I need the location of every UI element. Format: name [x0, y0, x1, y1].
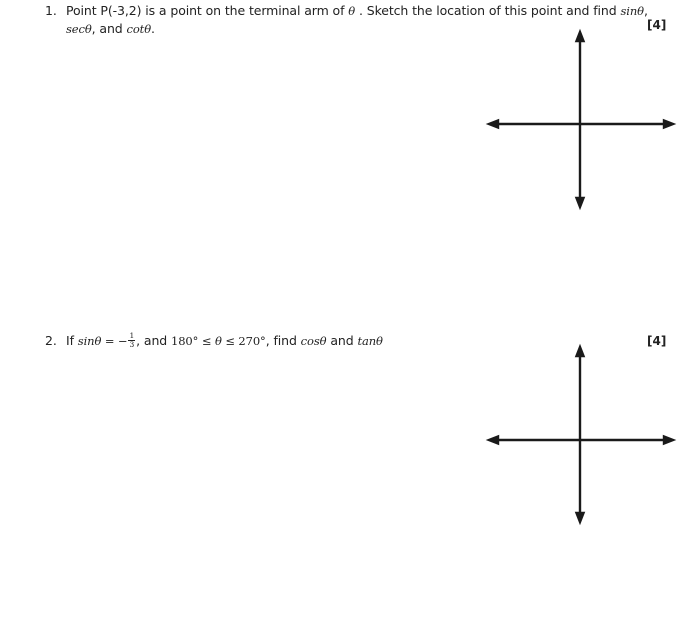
question-1-text-b: . Sketch the location of this point and find [355, 3, 621, 18]
sin-theta-2: sinθ [77, 334, 102, 348]
equals-minus: = − [101, 334, 128, 348]
fraction-numerator: 1 [129, 331, 135, 340]
y-axis-2-arrow-down [577, 513, 584, 522]
cot-theta: cotθ [126, 22, 152, 36]
question-2-and-2: and [326, 333, 358, 348]
x-axis-2-arrow-right [664, 437, 673, 444]
range-lower: 180° ≤ [170, 334, 215, 348]
question-2-and: , and [136, 333, 171, 348]
question-2-if: If [66, 333, 78, 348]
cos-theta: cosθ [300, 334, 327, 348]
y-axis-2-arrow-up [577, 347, 584, 356]
question-1-comma: , [643, 3, 648, 18]
question-1-number: 1. [45, 3, 57, 18]
sec-theta: secθ [66, 22, 92, 36]
question-2-number: 2. [45, 333, 57, 348]
theta-symbol: θ [348, 4, 356, 18]
range-upper: ≤ 270° [221, 334, 266, 348]
question-1-and: , and [91, 21, 127, 36]
question-1-text-a: Point P(-3,2) is a point on the terminal arm of [66, 3, 349, 18]
fraction-denominator: 3 [129, 340, 135, 349]
question-2-find: , find [265, 333, 301, 348]
range-theta: θ [214, 334, 222, 348]
x-axis-2-arrow-left [489, 437, 498, 444]
question-2-marks: [4] [647, 334, 667, 348]
tan-theta: tanθ [357, 334, 383, 348]
question-1-period: . [151, 21, 155, 36]
question-1-marks: [4] [647, 18, 667, 32]
sin-theta: sinθ [620, 4, 644, 18]
